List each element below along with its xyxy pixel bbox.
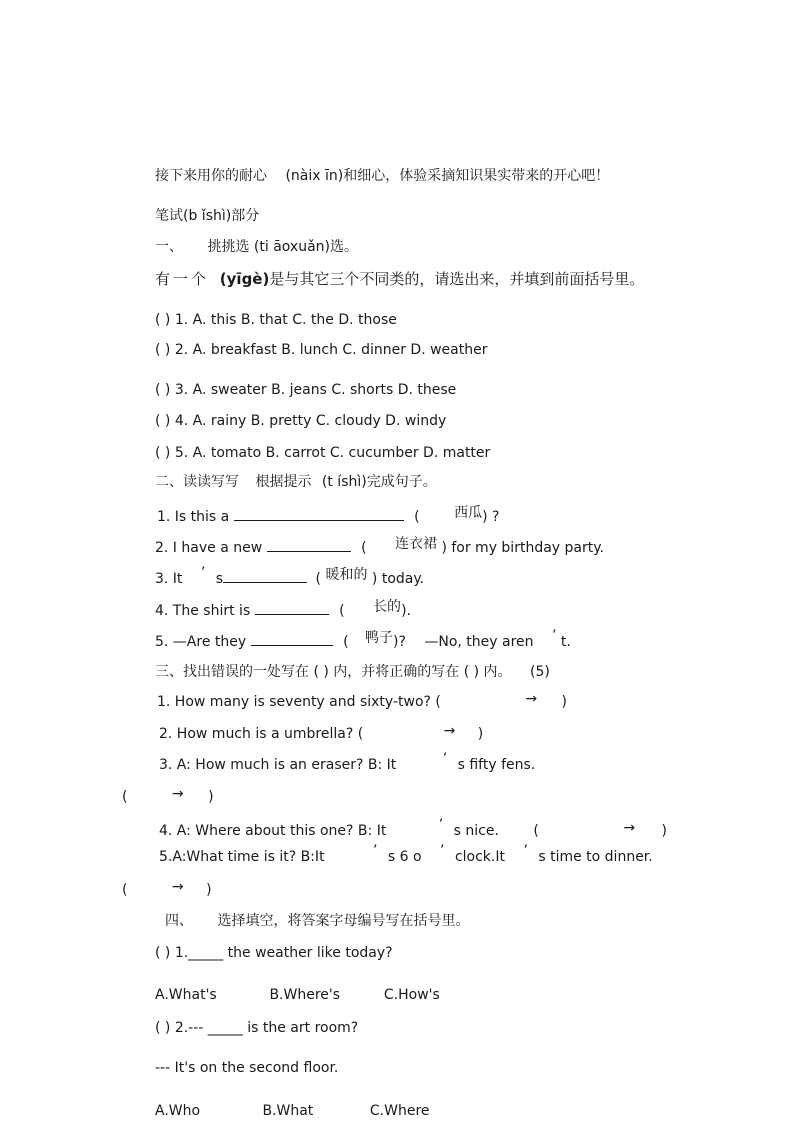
section4-q2: [155, 1018, 358, 1038]
paren: (: [339, 603, 345, 619]
section3-score: (5): [530, 664, 550, 680]
section4-q1-options: [155, 985, 440, 1005]
written-header-text-a: 笔试: [155, 208, 183, 224]
open-paren: (: [122, 882, 128, 898]
intro-text-b: 和细心，体验采摘知识果实带来的开心吧！: [343, 168, 610, 184]
section2-item-2: [155, 537, 604, 558]
section3-item-3: [159, 751, 536, 775]
section4-title-a: 四、: [165, 913, 193, 929]
item-text: s 6 o: [387, 849, 422, 865]
item-text: --- It's on the second floor.: [155, 1060, 339, 1076]
section2-title-b: 根据提示: [255, 474, 312, 490]
hint-text: 暖和的: [325, 567, 368, 583]
answer-blank[interactable]: [223, 568, 307, 583]
section2-item-1: [157, 506, 499, 527]
intro-pinyin: (nàix īn): [285, 168, 344, 184]
item-text: ) today.: [371, 571, 425, 587]
apostrophe: ’: [523, 843, 528, 859]
option-c: C.Where: [369, 1103, 430, 1119]
section3-item-4: [159, 817, 667, 841]
answer-blank[interactable]: [251, 631, 333, 646]
section2-title-a: 二、读读写写: [155, 474, 239, 490]
intro-text-a: 接下来用你的耐心: [155, 168, 267, 184]
arrow-icon: →: [171, 879, 184, 895]
arrow-icon: →: [171, 786, 184, 802]
item-text: s time to dinner.: [538, 849, 653, 865]
section2-item-4: [155, 600, 411, 621]
item-text: ( ) 5. A. tomato B. carrot C. cucumber D. matter: [155, 445, 491, 461]
section1-title-b: 挑挑选: [207, 239, 250, 255]
section2-title-c: 完成句子。: [366, 474, 437, 490]
answer-blank[interactable]: _____: [207, 1020, 243, 1036]
section4-title-b: 选择填空，将答案字母编号写在括号里。: [217, 913, 470, 929]
intro-line: [155, 166, 609, 186]
section3-item-3-answer: [122, 787, 214, 807]
section4-q1: [155, 943, 393, 963]
close-paren: ): [206, 882, 212, 898]
section3-item-2: [159, 724, 483, 744]
item-text: —No, they aren: [424, 634, 534, 650]
instruction-pinyin: (yīgè): [219, 270, 270, 288]
item-text: ) ?: [482, 509, 500, 525]
paren: (: [414, 509, 420, 525]
item-text: 5. —Are they: [155, 634, 247, 650]
open-paren: (: [122, 789, 128, 805]
item-text: )?: [393, 634, 406, 650]
close-paren: ): [208, 789, 214, 805]
section1-instruction: [155, 269, 644, 289]
option-b: B.Where's: [269, 987, 341, 1003]
answer-blank[interactable]: _____: [188, 945, 224, 961]
arrow-icon: →: [443, 723, 456, 739]
item-text: 1. How many is seventy and sixty-two? (: [157, 694, 441, 710]
section1-title: [155, 237, 358, 257]
written-header-text-b: 部分: [231, 208, 260, 224]
option-a: A.What's: [155, 987, 217, 1003]
open-paren: (: [533, 823, 539, 839]
item-text: 5.A:What time is it? B:It: [159, 849, 325, 865]
section3-item-1: [157, 692, 567, 712]
section4-q2-options: [155, 1101, 430, 1121]
section1-title-c: 选。: [329, 239, 358, 255]
instruction-text-b: 是与其它三个不同类的，请选出来，并填到前面括号里。: [269, 270, 645, 288]
hint-text: 长的: [373, 599, 402, 615]
section2-pinyin: (t íshì): [321, 474, 367, 490]
item-text: clock.It: [454, 849, 505, 865]
item-text: is the art room?: [247, 1020, 359, 1036]
item-text: s: [215, 571, 224, 587]
section1-item-4: [155, 411, 446, 431]
item-text: ) for my birthday party.: [441, 540, 604, 556]
paren: (: [315, 571, 322, 587]
option-c: C.How's: [383, 987, 440, 1003]
section1-item-5: [155, 443, 490, 463]
item-text: ( ) 1.: [155, 945, 189, 961]
option-b: B.What: [262, 1103, 314, 1119]
hint-text: 鸭子: [365, 630, 393, 646]
item-text: 1. Is this a: [157, 509, 230, 525]
close-paren: ): [661, 823, 667, 839]
apostrophe: ’: [438, 817, 444, 833]
apostrophe: ’: [440, 843, 445, 859]
item-text: ( ) 3. A. sweater B. jeans C. shorts D. these: [155, 382, 457, 398]
item-text: ).: [401, 603, 411, 619]
item-text: 3. A: How much is an eraser? B: It: [159, 757, 397, 773]
item-text: 4. The shirt is: [155, 603, 251, 619]
section1-item-1: [155, 310, 397, 330]
item-text: 2. How much is a umbrella? (: [159, 726, 364, 742]
item-text: 4. A: Where about this one? B: It: [159, 823, 387, 839]
section2-title: [155, 472, 437, 492]
apostrophe: ’: [373, 843, 378, 859]
close-paren: ): [561, 694, 567, 710]
section3-title: [155, 662, 550, 682]
answer-blank[interactable]: [267, 537, 351, 552]
arrow-icon: →: [623, 820, 636, 836]
apostrophe: ’: [442, 751, 448, 767]
section2-item-5: [155, 628, 571, 652]
arrow-icon: →: [525, 691, 538, 707]
item-text: t.: [560, 634, 571, 650]
section1-item-2: [155, 340, 487, 360]
section4-title: [165, 911, 469, 931]
written-header-pinyin: (b ǐshì): [183, 208, 232, 224]
item-text: ( ) 2.---: [155, 1020, 204, 1036]
answer-blank[interactable]: [255, 600, 329, 615]
instruction-text-a: 有一个: [155, 270, 210, 288]
section1-item-3: [155, 380, 456, 400]
section4-q2-answer: [155, 1058, 338, 1078]
paren: (: [343, 634, 349, 650]
item-text: s fifty fens.: [457, 757, 536, 773]
section3-item-5: [159, 843, 653, 867]
apostrophe: ’: [200, 565, 206, 581]
section3-title-text: 三、找出错误的一处写在 ( ) 内，并将正确的写在 ( ) 内。: [155, 664, 512, 680]
paren: (: [361, 540, 367, 556]
apostrophe: ’: [551, 628, 557, 644]
item-text: s nice.: [453, 823, 499, 839]
hint-text: 西瓜: [454, 505, 483, 521]
item-text: 3. It: [155, 571, 183, 587]
section1-title-a: 一、: [155, 239, 183, 255]
written-header: [155, 206, 259, 226]
option-a: A.Who: [155, 1103, 201, 1119]
item-text: 2. I have a new: [155, 540, 263, 556]
hint-text: 连衣裙: [394, 536, 437, 552]
section1-pinyin: (ti āoxuǎn): [253, 239, 330, 255]
answer-blank[interactable]: [234, 506, 404, 521]
item-text: ( ) 2. A. breakfast B. lunch C. dinner D. weather: [155, 342, 488, 358]
item-text: ( ) 4. A. rainy B. pretty C. cloudy D. windy: [155, 413, 447, 429]
item-text: ( ) 1. A. this B. that C. the D. those: [155, 312, 397, 328]
section2-item-3: [155, 565, 425, 589]
close-paren: ): [477, 726, 484, 742]
section3-item-5-answer: [122, 880, 212, 900]
item-text: the weather like today?: [227, 945, 393, 961]
